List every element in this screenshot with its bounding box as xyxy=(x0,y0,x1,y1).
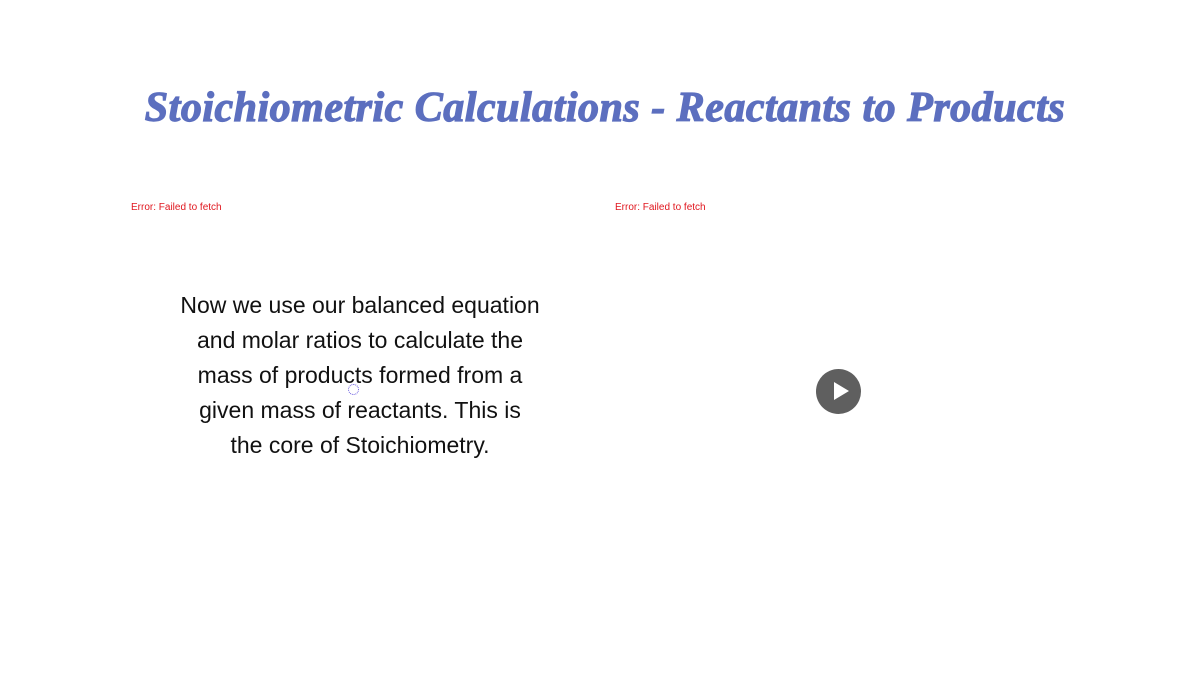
loading-spinner-icon xyxy=(348,384,359,395)
page-title: Stoichiometric Calculations - Reactants to Products xyxy=(144,85,1066,131)
body-text: Now we use our balanced equation and molar ratios to calculate the mass of products formed from a given mass of reactants. This is the core of Stoichiometry. xyxy=(180,292,540,458)
error-message-right: Error: Failed to fetch xyxy=(615,202,706,213)
play-video-button[interactable] xyxy=(816,369,861,414)
error-message-left: Error: Failed to fetch xyxy=(131,202,222,213)
